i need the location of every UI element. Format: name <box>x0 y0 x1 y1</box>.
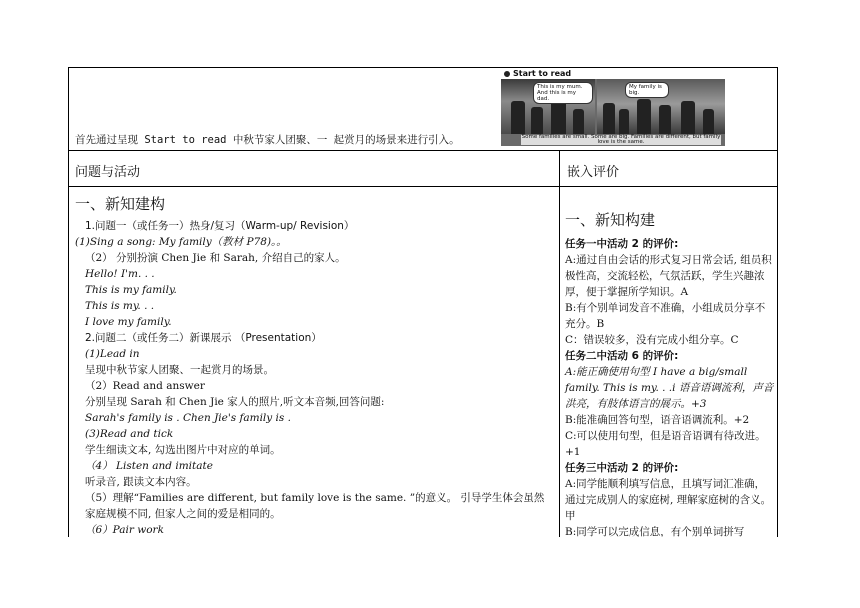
activities-cell <box>75 192 553 537</box>
person-figure <box>637 99 651 134</box>
col-header-evaluation: 嵌入评价 <box>567 165 620 180</box>
column-divider <box>559 150 560 537</box>
image-header-text: Start to read <box>513 69 572 78</box>
dialogue-line: I love my family. <box>85 316 172 328</box>
header-row <box>69 150 777 187</box>
evaluation-cell <box>565 192 775 537</box>
task2-understand: （5）理解“Families are different, but family love is the same. ”的意义。 引导学生体会虽然家庭规模不同, 但家人之间的爱是相同的。 <box>85 492 545 520</box>
task2-question-blanks: Sarah's family is . Chen Jie's family is . <box>85 412 291 424</box>
task2-read-tick: (3)Read and tick <box>85 428 174 440</box>
task2-pair-work: （6）Pair work <box>85 524 164 536</box>
intro-row <box>69 68 777 151</box>
person-figure <box>573 109 584 134</box>
task2-lead-in-desc: 呈现中秋节家人团聚、一起赏月的场景。 <box>85 364 274 376</box>
speech-bubble-1: This is my mum. And this is my dad. <box>533 82 593 104</box>
eval-task1-c: C：错误较多，没有完成小组分享。C <box>565 334 739 346</box>
task1-roleplay: （2） 分别扮演 Chen Jie 和 Sarah, 介绍自己的家人。 <box>85 252 346 264</box>
task2-read-answer-desc: 分别呈现 Sarah 和 Chen Jie 家人的照片,听文本音频,回答问题: <box>85 396 385 408</box>
person-figure <box>619 109 629 134</box>
dialogue-line: Hello! I'm. . . <box>85 268 155 280</box>
task2-title: 2.问题二（或任务二）新课展示 （Presentation） <box>85 332 322 344</box>
image-caption: Some families are small. Some are big. Families are different, but family love is the same. <box>521 134 721 145</box>
person-figure <box>531 107 543 134</box>
eval-task3-a: A:同学能顺利填写信息，且填写词汇准确，通过完成别人的家庭树, 理解家庭树的含义。甲 <box>565 478 772 522</box>
intro-text: 首先通过呈现 Start to read 中秋节家人团聚、一 起赏月的场景来进行引入。 <box>75 134 460 146</box>
image-panel-left <box>501 79 595 134</box>
person-figure <box>681 101 695 134</box>
col-header-activities: 问题与活动 <box>75 165 141 180</box>
dialogue-line: This is my family. <box>85 284 177 296</box>
eval-task2-a: A:能正确使用句型 I have a big/small family. This is my. . .i 语音语调流利，声音洪亮，有肢体语言的展示。+3 <box>565 366 774 410</box>
image-panel-right <box>597 79 725 134</box>
eval-task2-c: C:可以使用句型，但是语音语调有待改进。+1 <box>565 430 766 458</box>
person-figure <box>703 109 714 134</box>
task2-read-tick-desc: 学生细读文本, 勾选出图片中对应的单词。 <box>85 444 281 456</box>
task1-title: 1.问题一（或任务一）热身/复习（Warm-up/ Revision） <box>85 220 355 232</box>
eval-task1-b: B:有个别单词发音不准确，小组成员分享不充分。B <box>565 302 766 330</box>
eval-section-heading: 一、新知构建 <box>565 211 656 229</box>
task1-song: (1)Sing a song: My family（教材 P78)。。 <box>75 236 287 248</box>
person-figure <box>603 103 615 134</box>
section-heading: 一、新知建构 <box>75 195 166 213</box>
eval-task1-a: A:通过自由会话的形式复习日常会话, 组员积极性高，交流轻松，气氛活跃，学生兴趣浓厚，便于掌握所学知识。A <box>565 254 772 298</box>
person-figure <box>659 105 671 134</box>
speech-bubble-2: My family is big. <box>625 82 669 98</box>
task2-read-answer: （2）Read and answer <box>85 380 205 392</box>
eval-task2-title: 任务二中活动 6 的评价: <box>565 350 679 362</box>
task2-lead-in: (1)Lead in <box>85 348 140 360</box>
person-figure <box>551 99 566 134</box>
bullet-icon <box>504 71 510 77</box>
dialogue-line: This is my. . . <box>85 300 155 312</box>
eval-task3-title: 任务三中活动 2 的评价: <box>565 462 679 474</box>
eval-task1-title: 任务一中活动 2 的评价: <box>565 238 679 250</box>
image-header <box>501 69 725 79</box>
eval-task2-b: B:能准确回答句型，语音语调流利。+2 <box>565 414 750 426</box>
start-to-read-image <box>501 69 725 146</box>
lesson-plan-table <box>68 67 778 537</box>
eval-task3-b: B:同学可以完成信息，有个别单词拼写 <box>565 526 745 537</box>
task2-listen-desc: 听录音, 跟读文本内容。 <box>85 476 197 488</box>
task2-listen-imitate: （4） Listen and imitate <box>85 460 213 472</box>
person-figure <box>511 101 525 134</box>
